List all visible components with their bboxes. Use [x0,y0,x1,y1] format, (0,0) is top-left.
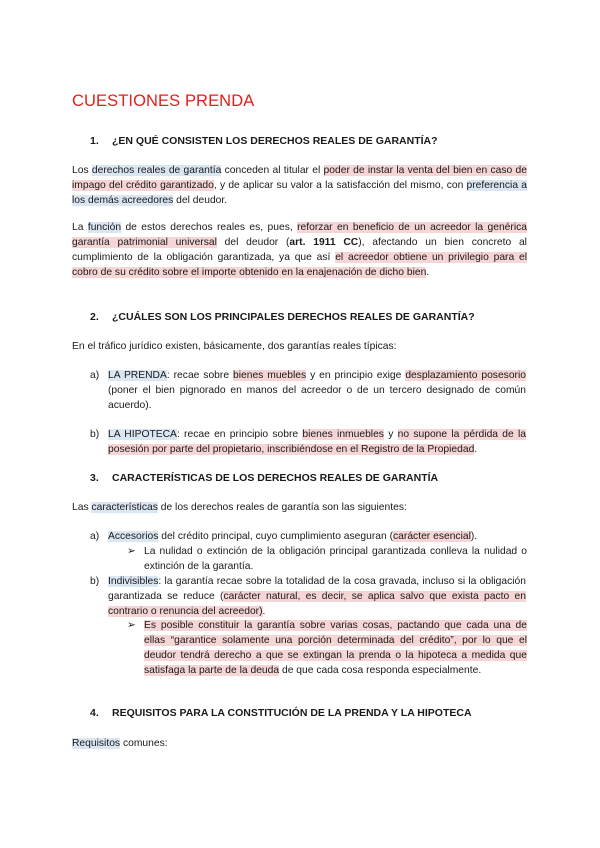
list-label: b) [90,576,100,587]
highlight-red: poder de instar la venta del bien en caso de impago del crédito garantizado [72,165,527,192]
document-title: CUESTIONES PRENDA [72,92,255,110]
list-label: a) [90,531,100,542]
highlight-blue: características [91,502,158,513]
arrow-bullet-icon: ➢ [127,546,136,557]
highlight-blue: Accesorios [108,531,159,542]
highlight-red: carácter esencial [393,531,471,542]
list-label: b) [90,429,100,440]
highlight-blue: función [87,222,122,233]
section-3-heading [90,472,438,484]
highlight-red: bienes inmuebles [302,429,384,440]
heading-text: ¿CUÁLES SON LOS PRINCIPALES DERECHOS REALES DE GARANTÍA? [112,311,475,323]
section-4-intro: Requisitos comunes: [72,738,168,749]
list-item-body: LA HIPOTECA: recae en principio sobre bienes inmuebles y no supone la pérdida de la posesión por parte del propietario, inscribiéndose en el Registro de la Propiedad. [108,429,527,456]
section-4-heading [90,707,472,719]
highlight-blue: LA PRENDA [108,370,167,381]
highlight-red: el acreedor obtiene un privilegio para el cobro de su crédito sobre el importe obtenido en la enajenación de dicho bien [72,252,527,279]
sub-item-body: La nulidad o extinción de la obligación principal garantizada conlleva la nulidad o extinción de la garantía. [144,546,527,573]
highlight-blue: LA HIPOTECA [108,429,177,440]
section-1-paragraph-2: La función de estos derechos reales es, pues, reforzar en beneficio de un acreedor la genérica garantía patrimonial universal del deudor (art. 1911 CC), afectando un bien concreto al cumplimiento de la obligación garantizada, ya que así el acreedor obtiene un privilegio para el cobro de su crédito sobre el importe obtenido en la enajenación de dicho bien. [72,222,527,279]
highlight-red: no supone la pérdida de la posesión por parte del propietario, inscribiéndose en el Registro de la Propiedad [108,429,527,456]
list-item-body: Indivisibles: la garantía recae sobre la totalidad de la cosa gravada, incluso si la obligación garantizada se reduce (carácter natural, es decir, se aplica salvo que exista pacto en contrario o renuncia del acreedor). [108,576,526,618]
list-label: a) [90,370,100,381]
highlight-blue: Indivisibles [108,576,159,587]
highlight-red: carácter natural, es decir, se aplica salvo que exista pacto en contrario o renuncia del acreedor) [108,591,526,618]
highlight-red: bienes muebles [232,370,307,381]
arrow-bullet-icon: ➢ [127,620,136,631]
section-3-intro: Las características de los derechos reales de garantía son las siguientes: [72,502,407,513]
section-number: 3. [90,472,99,484]
heading-text: ¿EN QUÉ CONSISTEN LOS DERECHOS REALES DE GARANTÍA? [112,135,438,147]
section-1-heading [90,135,438,147]
highlight-red: desplazamiento posesorio [405,370,526,381]
list-item-body: LA PRENDA: recae sobre bienes muebles y en principio exige desplazamiento posesorio (poner el bien pignorado en manos del acreedor o de un tercero designado de común acuerdo). [108,370,526,412]
heading-text: REQUISITOS PARA LA CONSTITUCIÓN DE LA PRENDA Y LA HIPOTECA [112,707,472,719]
sub-item-body: Es posible constituir la garantía sobre varias cosas, pactando que cada una de ellas “garantice solamente una porción determinada del crédito”, por lo que el deudor tendrá derecho a que se extingan la prenda o la hipoteca a medida que satisfaga la parte de la deuda de que cada cosa responda especialmente. [144,620,527,677]
highlight-red: reforzar en beneficio de un acreedor la genérica garantía patrimonial universal [72,222,527,249]
section-2-intro: En el tráfico jurídico existen, básicamente, dos garantías reales típicas: [72,341,397,352]
section-2-heading [90,311,475,323]
heading-text: CARACTERÍSTICAS DE LOS DERECHOS REALES DE GARANTÍA [112,472,439,484]
section-1-paragraph-1: Los derechos reales de garantía conceden al titular el poder de instar la venta del bien en caso de impago del crédito garantizado, y de aplicar su valor a la satisfacción del mismo, con preferencia a los demás acreedores del deudor. [72,165,527,207]
list-item-body: Accesorios del crédito principal, cuyo cumplimiento aseguran (carácter esencial). [108,531,478,542]
highlight-blue: Requisitos [72,738,121,749]
highlight-red: Es posible constituir la garantía sobre varias cosas, pactando que cada una de ellas “garantice solamente una porción determinada del crédito”, por lo que el deudor tendrá derecho a que se extingan la prenda o la hipoteca a medida que satisfaga la parte de la deuda [144,620,527,677]
section-number: 1. [90,135,99,147]
highlight-blue: preferencia a los demás acreedores [72,180,527,207]
section-number: 2. [90,311,99,323]
highlight-blue: derechos reales de garantía [91,165,222,176]
legal-reference: art. 1911 CC [289,237,359,249]
section-number: 4. [90,707,99,719]
